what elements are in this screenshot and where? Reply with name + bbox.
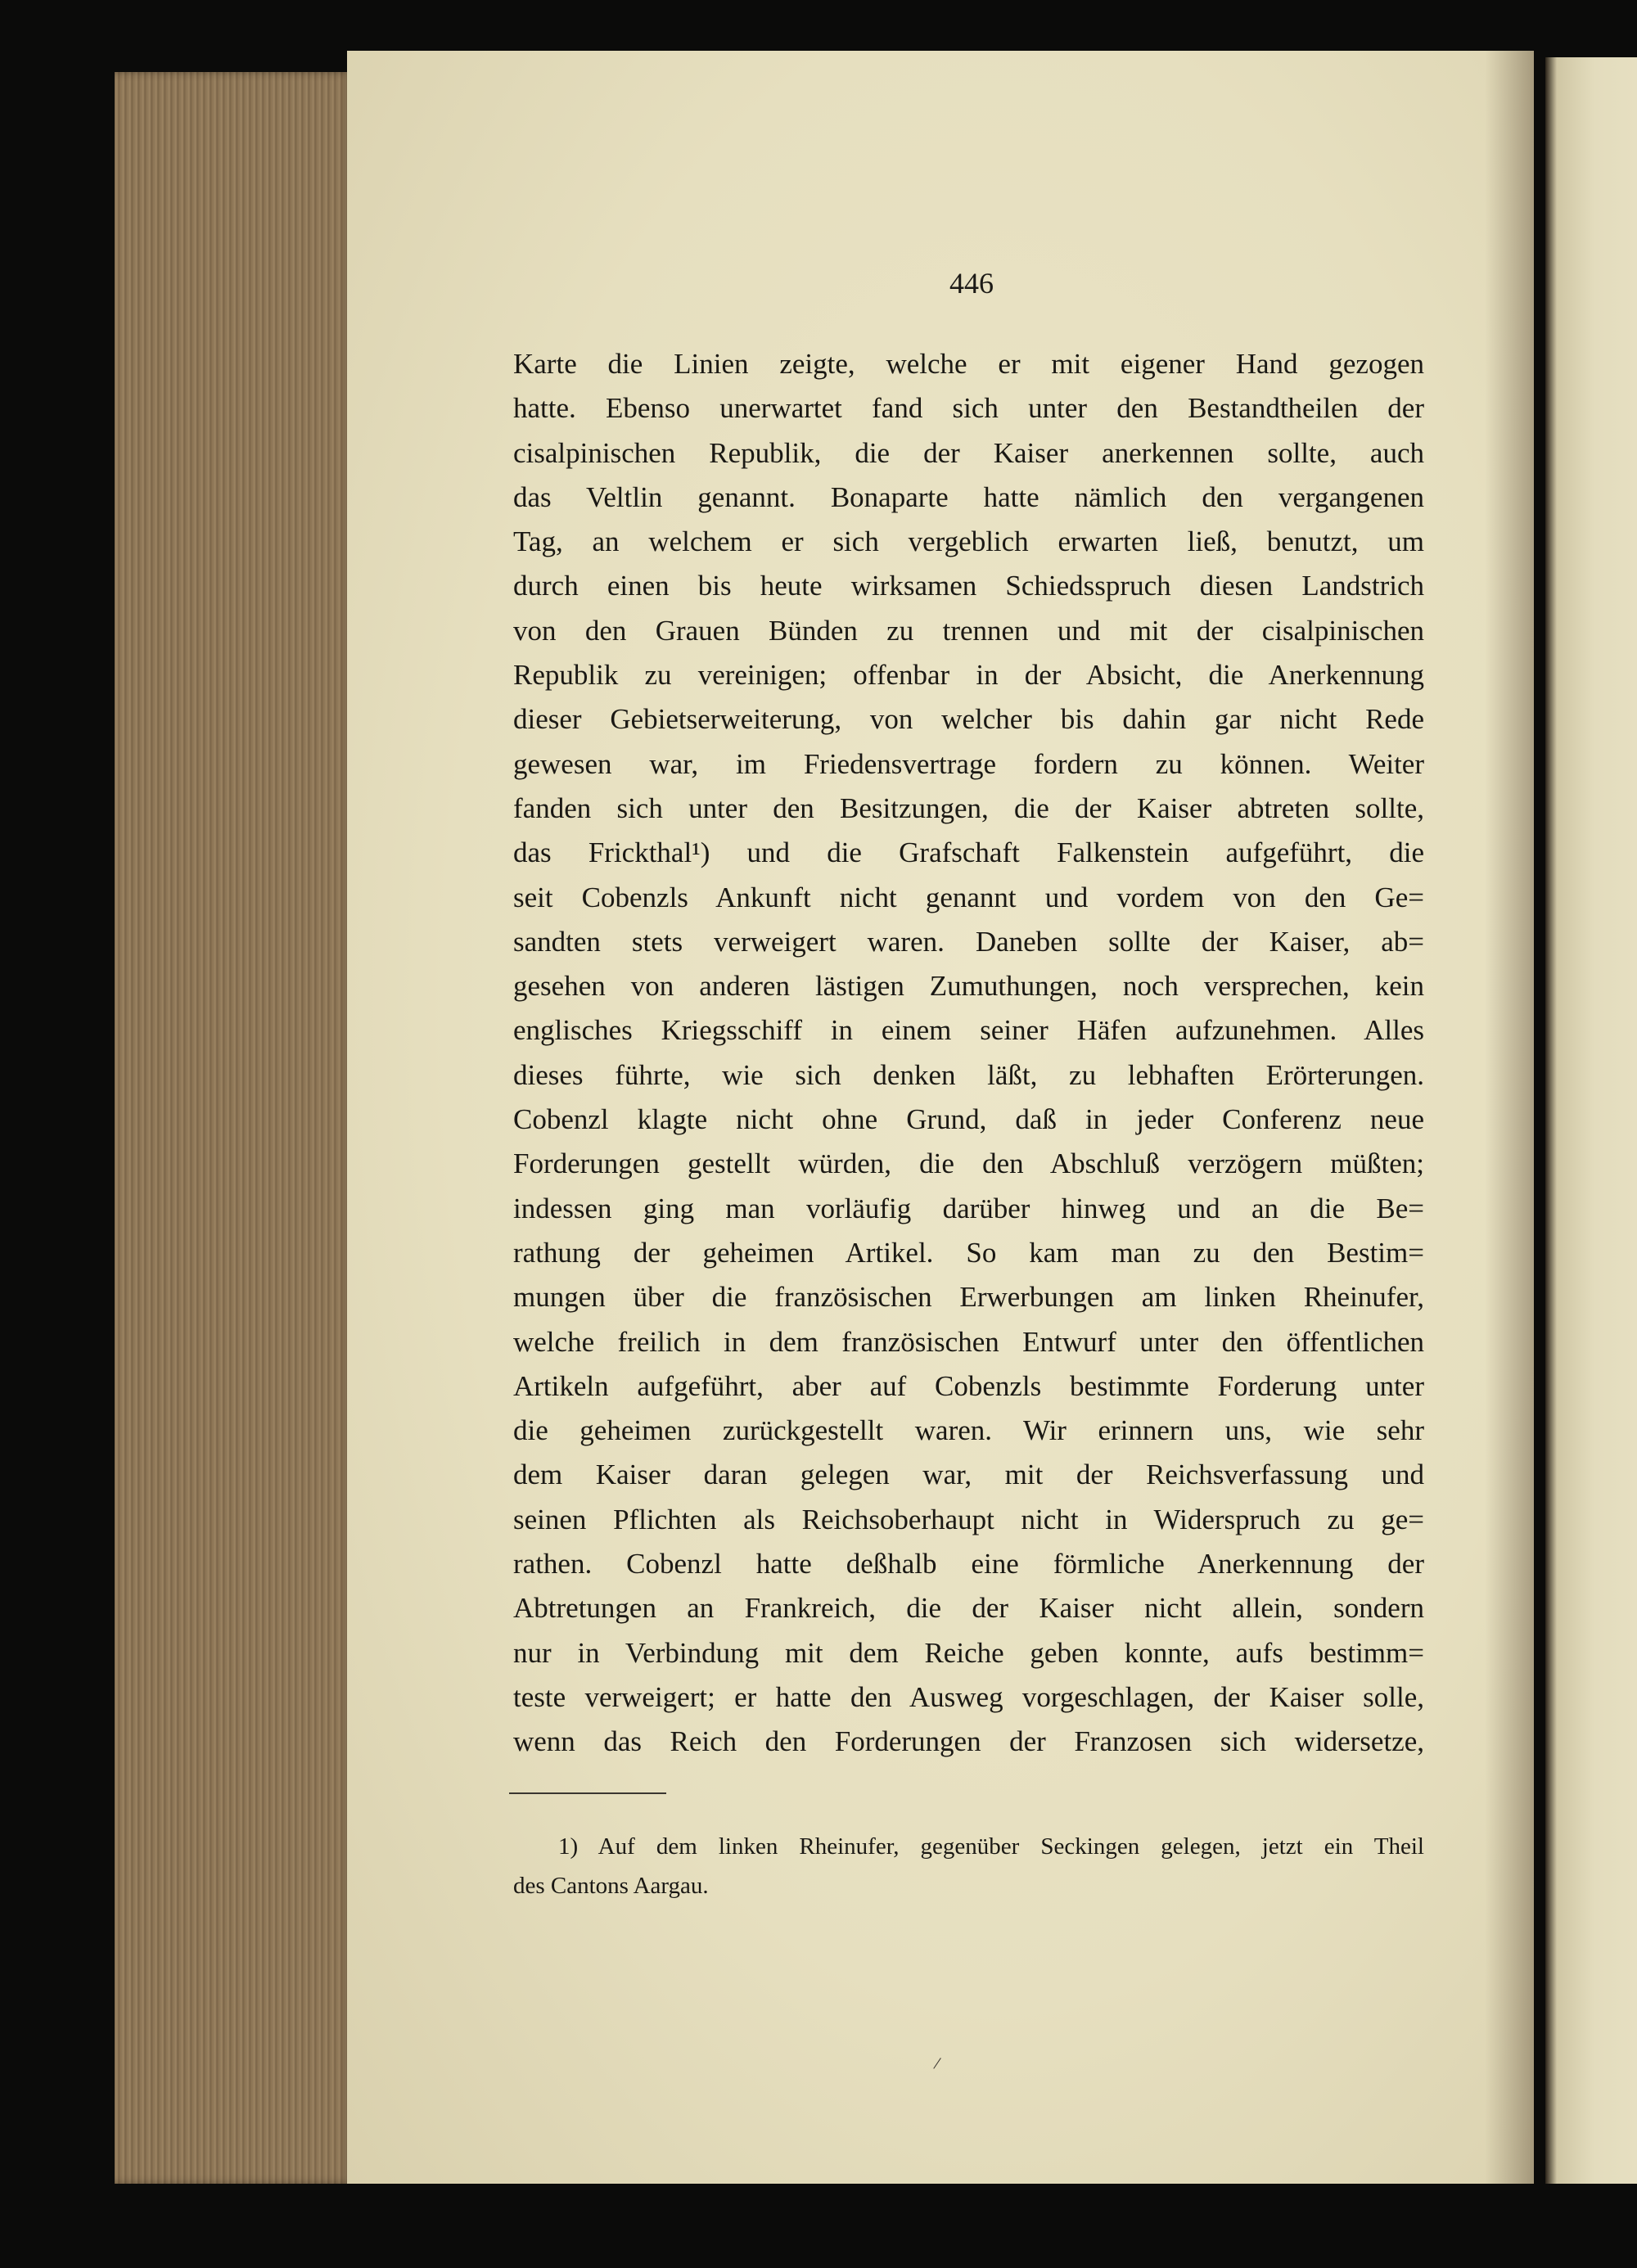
text-line: wenn das Reich den Forderungen der Franzosen sich widersetze, bbox=[513, 1725, 1424, 1758]
text-line: rathen. Cobenzl hatte deßhalb eine förmliche Anerkennung der bbox=[513, 1548, 1424, 1580]
text-line: dieser Gebietserweiterung, von welcher bis dahin gar nicht Rede bbox=[513, 703, 1424, 736]
text-line: nur in Verbindung mit dem Reiche geben konnte, aufs bestimm= bbox=[513, 1636, 1424, 1669]
text-line: sandten stets verweigert waren. Daneben sollte der Kaiser, ab= bbox=[513, 925, 1424, 958]
facing-page-edge bbox=[1545, 57, 1637, 2184]
text-line: Tag, an welchem er sich vergeblich erwarten ließ, benutzt, um bbox=[513, 525, 1424, 558]
text-line: Artikeln aufgeführt, aber auf Cobenzls bestimmte Forderung unter bbox=[513, 1369, 1424, 1402]
text-line: gewesen war, im Friedensvertrage fordern zu können. Weiter bbox=[513, 747, 1424, 780]
text-line: Cobenzl klagte nicht ohne Grund, daß in jeder Conferenz neue bbox=[513, 1103, 1424, 1136]
text-line: das Veltlin genannt. Bonaparte hatte nämlich den vergangenen bbox=[513, 480, 1424, 513]
book-page-edges bbox=[115, 72, 352, 2184]
text-line: seit Cobenzls Ankunft nicht genannt und vordem von den Ge= bbox=[513, 881, 1424, 913]
footnote bbox=[513, 1827, 1424, 1905]
text-line: Abtretungen an Frankreich, die der Kaiser nicht allein, sondern bbox=[513, 1592, 1424, 1625]
text-line: durch einen bis heute wirksamen Schiedsspruch diesen Landstrich bbox=[513, 570, 1424, 602]
footnote-separator bbox=[509, 1792, 666, 1794]
text-line: cisalpinischen Republik, die der Kaiser anerkennen sollte, auch bbox=[513, 436, 1424, 469]
text-line: mungen über die französischen Erwerbungen am linken Rheinufer, bbox=[513, 1281, 1424, 1314]
text-line: die geheimen zurückgestellt waren. Wir erinnern uns, wie sehr bbox=[513, 1414, 1424, 1447]
text-line: das Frickthal¹) und die Grafschaft Falkenstein aufgeführt, die bbox=[513, 836, 1424, 869]
text-line: seinen Pflichten als Reichsoberhaupt nicht in Widerspruch zu ge= bbox=[513, 1503, 1424, 1535]
ink-mark: / bbox=[931, 2052, 943, 2074]
text-line: Forderungen gestellt würden, die den Abschluß verzögern müßten; bbox=[513, 1148, 1424, 1180]
footnote-line: des Cantons Aargau. bbox=[513, 1873, 709, 1899]
text-line: welche freilich in dem französischen Entwurf unter den öffentlichen bbox=[513, 1325, 1424, 1358]
body-text bbox=[513, 342, 1424, 1765]
text-line: indessen ging man vorläufig darüber hinweg und an die Be= bbox=[513, 1192, 1424, 1224]
text-line: dem Kaiser daran gelegen war, mit der Reichsverfassung und bbox=[513, 1459, 1424, 1491]
text-line: dieses führte, wie sich denken läßt, zu lebhaften Erörterungen. bbox=[513, 1058, 1424, 1091]
text-line: Republik zu vereinigen; offenbar in der Absicht, die Anerkennung bbox=[513, 659, 1424, 692]
text-line: gesehen von anderen lästigen Zumuthungen, noch versprechen, kein bbox=[513, 970, 1424, 1003]
page-number: 446 bbox=[949, 267, 994, 300]
text-line: englisches Kriegsschiff in einem seiner Häfen aufzunehmen. Alles bbox=[513, 1014, 1424, 1047]
text-line: rathung der geheimen Artikel. So kam man zu den Bestim= bbox=[513, 1236, 1424, 1269]
footnote-line: 1) Auf dem linken Rheinufer, gegenüber Seckingen gelegen, jetzt ein Theil bbox=[558, 1833, 1424, 1860]
text-line: teste verweigert; er hatte den Ausweg vorgeschlagen, der Kaiser solle, bbox=[513, 1680, 1424, 1713]
text-line: Karte die Linien zeigte, welche er mit eigener Hand gezogen bbox=[513, 348, 1424, 380]
text-line: fanden sich unter den Besitzungen, die der Kaiser abtreten sollte, bbox=[513, 791, 1424, 824]
text-line: von den Grauen Bünden zu trennen und mit der cisalpinischen bbox=[513, 614, 1424, 647]
text-line: hatte. Ebenso unerwartet fand sich unter den Bestandtheilen der bbox=[513, 392, 1424, 425]
